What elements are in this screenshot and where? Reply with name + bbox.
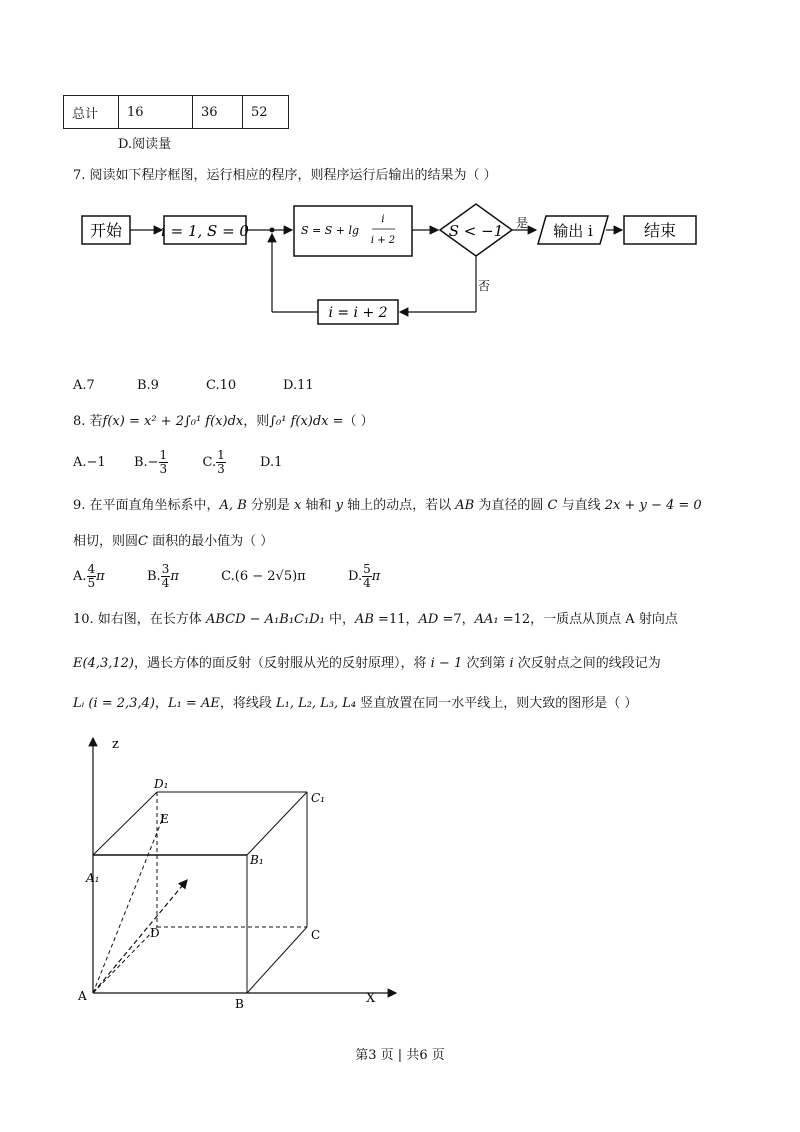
q8-mid: ，则 xyxy=(243,414,270,429)
q9-option-c: C.(6 − 2√5)π xyxy=(221,569,306,584)
q8-suffix: （ ） xyxy=(343,414,374,429)
q7-stem: 7. 阅读如下程序框图，运行相应的程序，则程序运行后输出的结果为（ ） xyxy=(73,168,497,183)
table-cell: 52 xyxy=(243,96,289,129)
table-cell: 16 xyxy=(119,96,193,129)
q8-prefix: 8. 若 xyxy=(73,414,103,429)
q10-line2: E(4,3,12)，遇长方体的面反射（反射服从光的反射原理），将 i − 1 次到第 i 次反射点之间的线段记为 xyxy=(73,656,661,671)
q10-line1: 10. 如右图，在长方体 ABCD − A₁B₁C₁D₁ 中，AB =11，AD =7，AA₁ =12，一质点从顶点 A 射向点 xyxy=(73,612,678,627)
flow-no-label: 否 xyxy=(478,279,491,293)
q7-option-d: D.11 xyxy=(283,378,314,393)
axis-label-z: z xyxy=(112,737,119,752)
axis-label-x: X xyxy=(366,991,376,1006)
flow-end-text: 结束 xyxy=(643,221,677,240)
table-cell: 36 xyxy=(193,96,243,129)
label-B1: B₁ xyxy=(250,853,264,867)
q8-option-a: A.−1 xyxy=(73,455,106,470)
flow-frac-num: i xyxy=(381,214,385,225)
flow-output-text: 输出 i xyxy=(553,222,593,240)
q7-option-c: C.10 xyxy=(206,378,237,393)
flow-cond-text: S < −1 xyxy=(448,222,504,240)
q8-option-d: D.1 xyxy=(260,455,283,470)
flow-yes-label: 是 xyxy=(516,216,529,230)
table-cell: 总计 xyxy=(64,96,119,129)
flow-assign-text: S = S + lg xyxy=(301,224,360,237)
q8-formula2: ∫₀¹ f(x)dx = xyxy=(269,414,344,429)
flow-update-text: i = i + 2 xyxy=(328,305,388,321)
q8-formula: f(x) = x² + 2∫₀¹ f(x)dx xyxy=(102,414,244,429)
label-A: A xyxy=(78,989,87,1003)
label-D1: D₁ xyxy=(154,777,169,791)
label-D: D xyxy=(150,926,160,940)
q8-stem xyxy=(73,413,374,431)
q8-options xyxy=(73,448,282,478)
label-C1: C₁ xyxy=(311,791,325,805)
q9-option-b: B. $\frac{3}{4}$ π xyxy=(147,562,179,590)
label-C: C xyxy=(311,928,321,942)
cuboid-figure xyxy=(60,730,410,1015)
q7-option-b: B.9 xyxy=(137,378,159,393)
table-row xyxy=(64,96,289,129)
q9-option-d: D. $\frac{5}{4}$ π xyxy=(348,562,381,590)
q6-option-d: D.阅读量 xyxy=(118,137,172,152)
flow-init-text: i = 1, S = 0 xyxy=(161,222,249,240)
q7-option-a: A.7 xyxy=(73,378,95,393)
total-row-table xyxy=(63,95,289,129)
label-B: B xyxy=(235,997,244,1011)
q9-line2: 相切，则圆C 面积的最小值为（ ） xyxy=(73,534,274,549)
q8-option-c: C. $\frac{1}{3}$ xyxy=(202,448,225,476)
flowchart-diagram xyxy=(70,198,730,328)
q9-line1: 9. 在平面直角坐标系中，A, B 分别是 x 轴和 y 轴上的动点，若以 AB 为直径的圆 C 与直线 2x + y − 4 = 0 xyxy=(73,498,702,513)
page-footer: 第3 页 | 共6 页 xyxy=(355,1048,445,1063)
label-A1: A₁ xyxy=(86,871,100,885)
flow-frac-den: i + 2 xyxy=(370,235,396,246)
q10-line3: Lᵢ (i = 2,3,4)，L₁ = AE，将线段 L₁, L₂, L₃, L₄ 竖直放置在同一水平线上，则大致的图形是（ ） xyxy=(73,696,638,711)
q8-option-b: B.− $\frac{1}{3}$ xyxy=(133,448,168,476)
q9-option-a: A. $\frac{4}{5}$ π xyxy=(73,562,105,590)
q9-options xyxy=(73,562,380,592)
label-E: E xyxy=(160,812,169,826)
flow-start-text: 开始 xyxy=(89,221,123,240)
